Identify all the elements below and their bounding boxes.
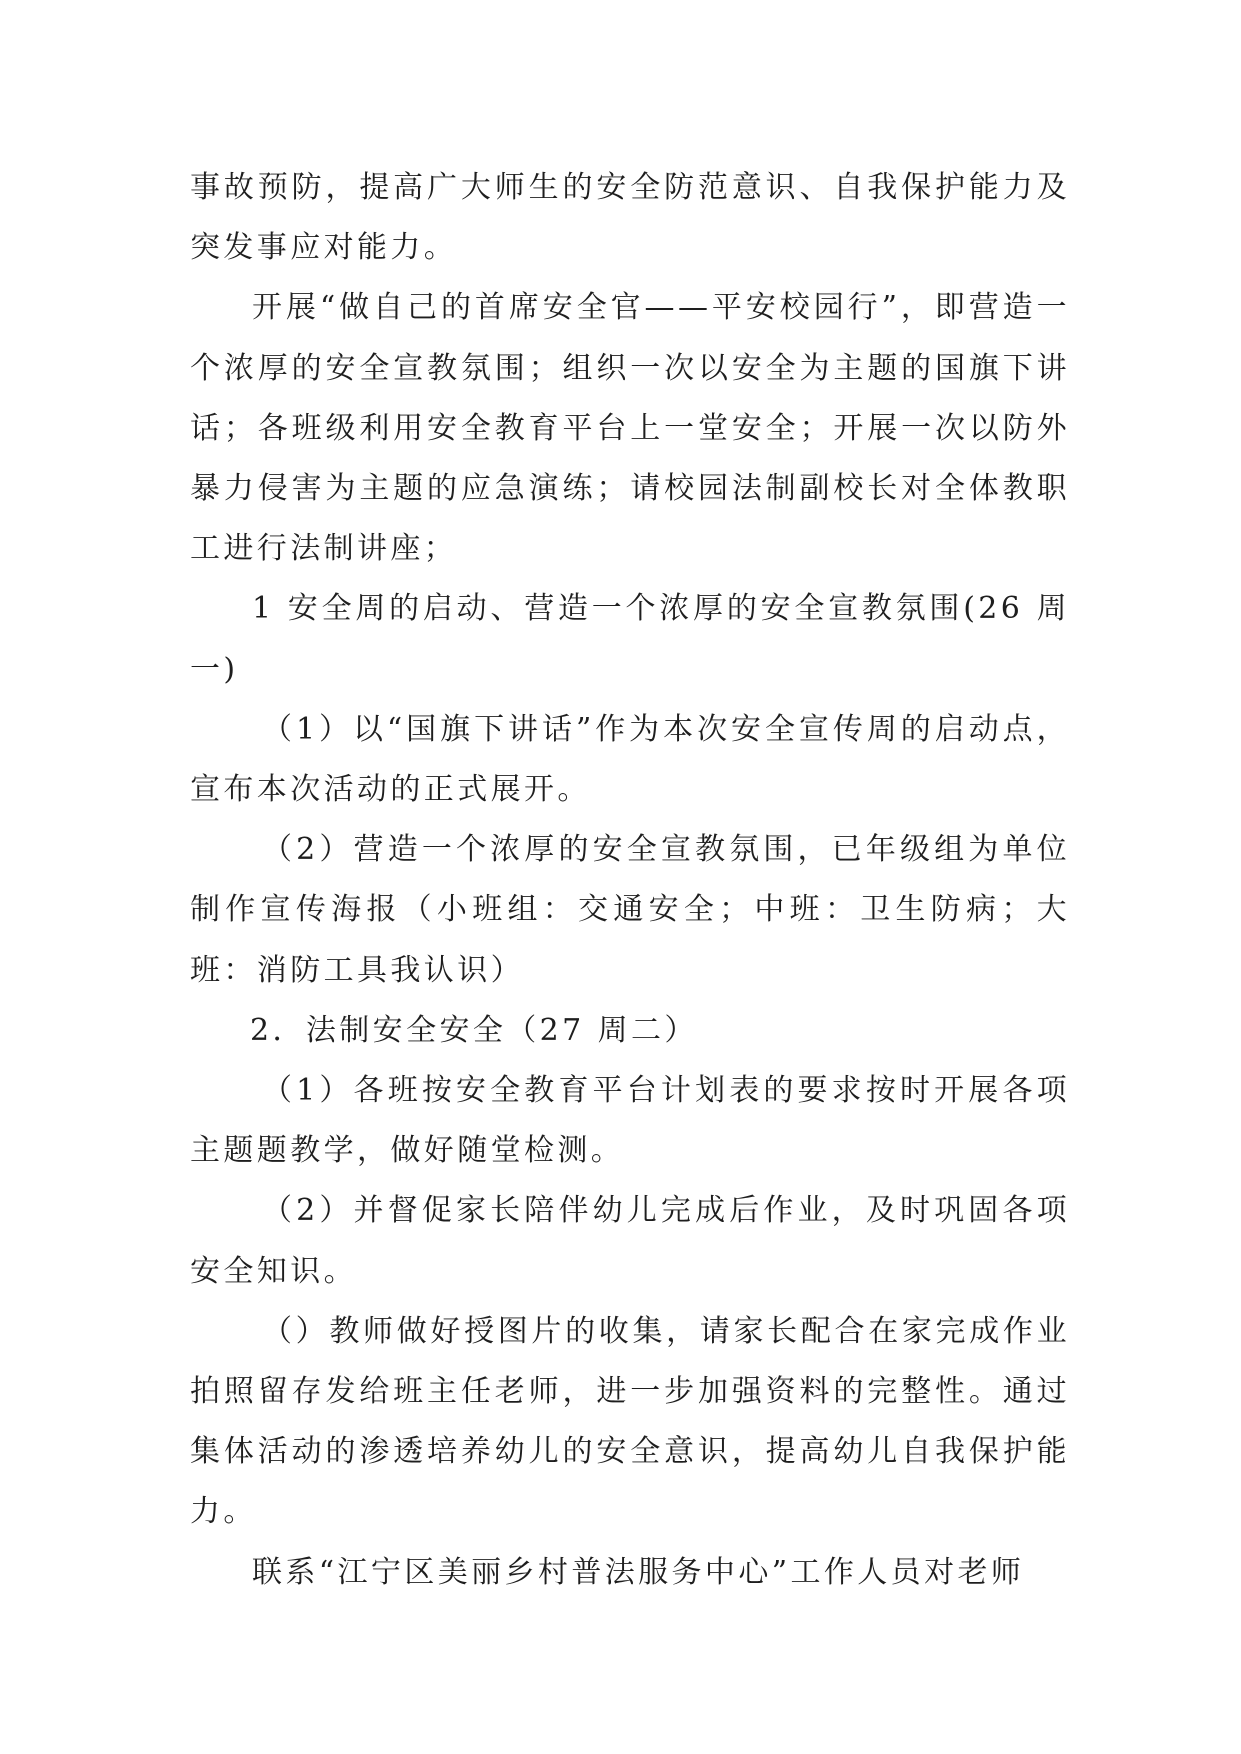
paragraph-item-2-3: （）教师做好授图片的收集，请家长配合在家完成作业拍照留存发给班主任老师，进一步加强资料的完整性。通过集体活动的渗透培养幼儿的安全意识，提高幼儿自我保护能力。 <box>190 1313 1070 1530</box>
paragraph-accident-prevention: 事故预防，提高广大师生的安全防范意识、自我保护能力及突发事应对能力。 <box>190 170 1070 266</box>
paragraph-item-2-legal-safety: 2．法制安全安全（27 周二） <box>250 1012 698 1048</box>
paragraph-item-2-2: （2）并督促家长陪伴幼儿完成后作业，及时巩固各项安全知识。 <box>190 1193 1070 1289</box>
paragraph-item-2-1: （1）各班按安全教育平台计划表的要求按时开展各项主题题教学，做好随堂检测。 <box>190 1073 1070 1169</box>
paragraph-safety-officer-campaign: 开展“做自己的首席安全官——平安校园行”，即营造一个浓厚的安全宣教氛围；组织一次以安全为主题的国旗下讲话；各班级利用安全教育平台上一堂安全；开展一次以防外暴力侵害为主题的应急演练；请校园法制副校长对全体教职工进行法制讲座； <box>190 290 1070 567</box>
paragraph-item-1-1: （1）以“国旗下讲话”作为本次安全宣传周的启动点，宣布本次活动的正式展开。 <box>190 711 1070 808</box>
paragraph-item-1-2: （2）营造一个浓厚的安全宣教氛围，已年级组为单位制作宣传海报（小班组：交通安全；中班：卫生防病；大班：消防工具我认识） <box>190 832 1070 988</box>
paragraph-contact-center: 联系“江宁区美丽乡村普法服务中心”工作人员对老师 <box>252 1554 1025 1590</box>
paragraph-item-1-launch: 1 安全周的启动、营造一个浓厚的安全宣教氛围(26 周一) <box>190 591 1070 687</box>
document-body <box>190 158 1070 1603</box>
